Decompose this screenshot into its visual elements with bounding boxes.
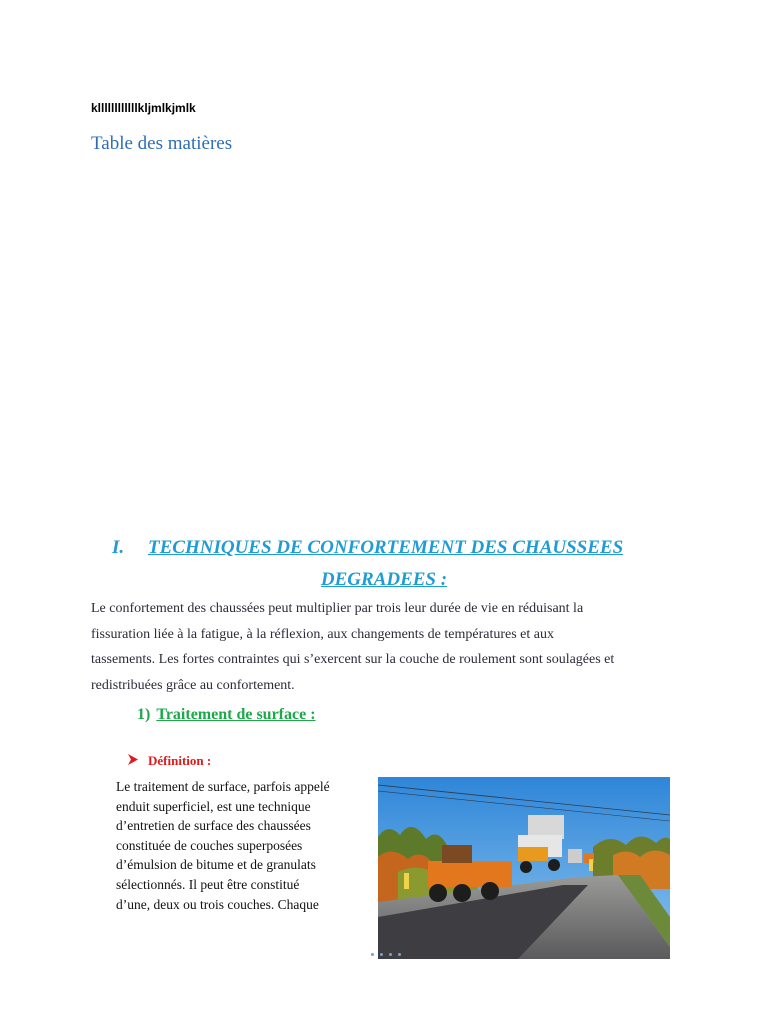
definition-label: Définition :: [148, 753, 212, 768]
intro-paragraph: [91, 596, 681, 699]
road-works-photo: [378, 777, 670, 959]
section-title-line2: DEGRADEES :: [320, 569, 448, 590]
paragraph-line: redistribuées grâce au confortement.: [91, 678, 295, 694]
definition-text: [116, 777, 366, 914]
header-note: kllllllllllllkljmlkjmlk: [91, 101, 196, 115]
definition-line: d’entretien de surface des chaussées: [116, 818, 311, 834]
subsection-number: 1): [137, 706, 151, 723]
definition-line: sélectionnés. Il peut être constitué: [116, 876, 300, 892]
definition-line: d’une, deux ou trois couches. Chaque: [116, 896, 319, 912]
definition-line: d’émulsion de bitume et de granulats: [116, 857, 316, 873]
paragraph-line: tassements. Les fortes contraintes qui s’exercent sur la couche de roulement sont soulagées et: [91, 652, 615, 668]
paragraph-line: fissuration liée à la fatigue, à la réflexion, aux changements de températures et aux: [91, 626, 554, 642]
toc-title: Table des matières: [91, 133, 233, 154]
paragraph-line: Le confortement des chaussées peut multiplier par trois leur durée de vie en réduisant la: [91, 601, 584, 616]
definition-line: Le traitement de surface, parfois appelé: [116, 779, 330, 794]
page-dots: [371, 943, 407, 961]
section-title-line1: TECHNIQUES DE CONFORTEMENT DES CHAUSSEES: [148, 537, 624, 558]
subsection-title: Traitement de surface :: [156, 706, 316, 723]
section-number: I.: [112, 537, 125, 558]
definition-heading: [128, 753, 211, 769]
arrow-bullet-icon: [128, 753, 138, 769]
subsection-heading: [137, 706, 316, 724]
definition-line: enduit superficiel, est une technique: [116, 798, 311, 814]
definition-line: constituée de couches superposées: [116, 837, 303, 853]
